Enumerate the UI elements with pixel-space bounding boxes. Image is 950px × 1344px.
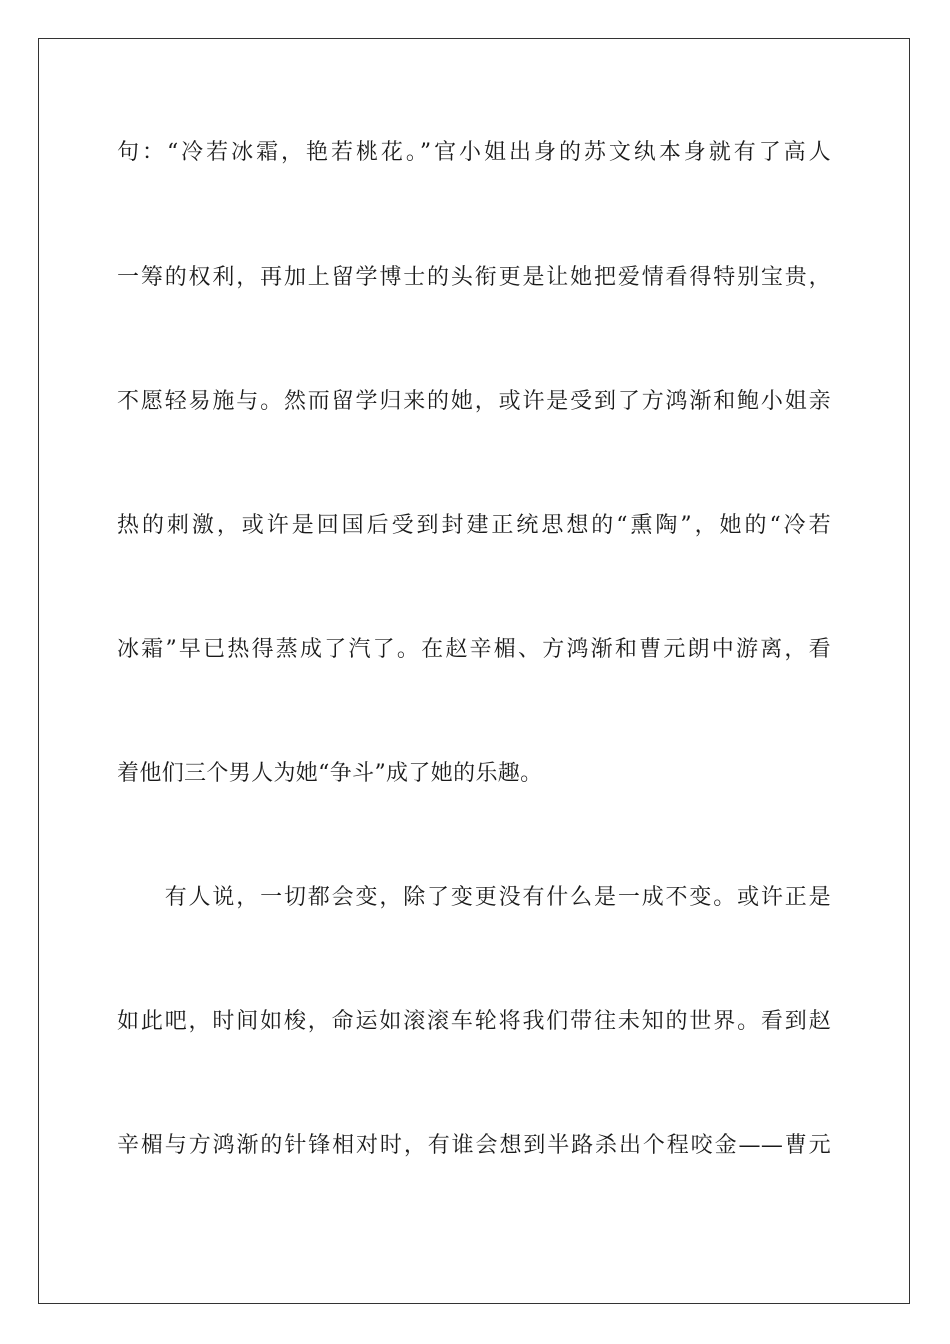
text-line: 一筹的权利，再加上留学博士的头衔更是让她把爱情看得特别宝贵，: [117, 265, 831, 290]
text-line: 如此吧，时间如梭，命运如滚滚车轮将我们带往未知的世界。看到赵: [117, 1009, 831, 1034]
text-line: 着他们三个男人为她“争斗”成了她的乐趣。: [117, 761, 543, 786]
text-line: 有人说，一切都会变，除了变更没有什么是一成不变。或许正是: [117, 885, 831, 910]
text-line: 不愿轻易施与。然而留学归来的她，或许是受到了方鸿渐和鲍小姐亲: [117, 389, 831, 414]
text-line: 辛楣与方鸿渐的针锋相对时，有谁会想到半路杀出个程咬金——曹元: [117, 1133, 831, 1158]
text-line: 句：“冷若冰霜，艳若桃花。”官小姐出身的苏文纨本身就有了高人: [117, 140, 831, 165]
text-line: 冰霜”早已热得蒸成了汽了。在赵辛楣、方鸿渐和曹元朗中游离，看: [117, 637, 831, 662]
page-frame: [38, 38, 910, 1304]
text-line: 热的刺激，或许是回国后受到封建正统思想的“熏陶”，她的“冷若: [117, 513, 831, 538]
